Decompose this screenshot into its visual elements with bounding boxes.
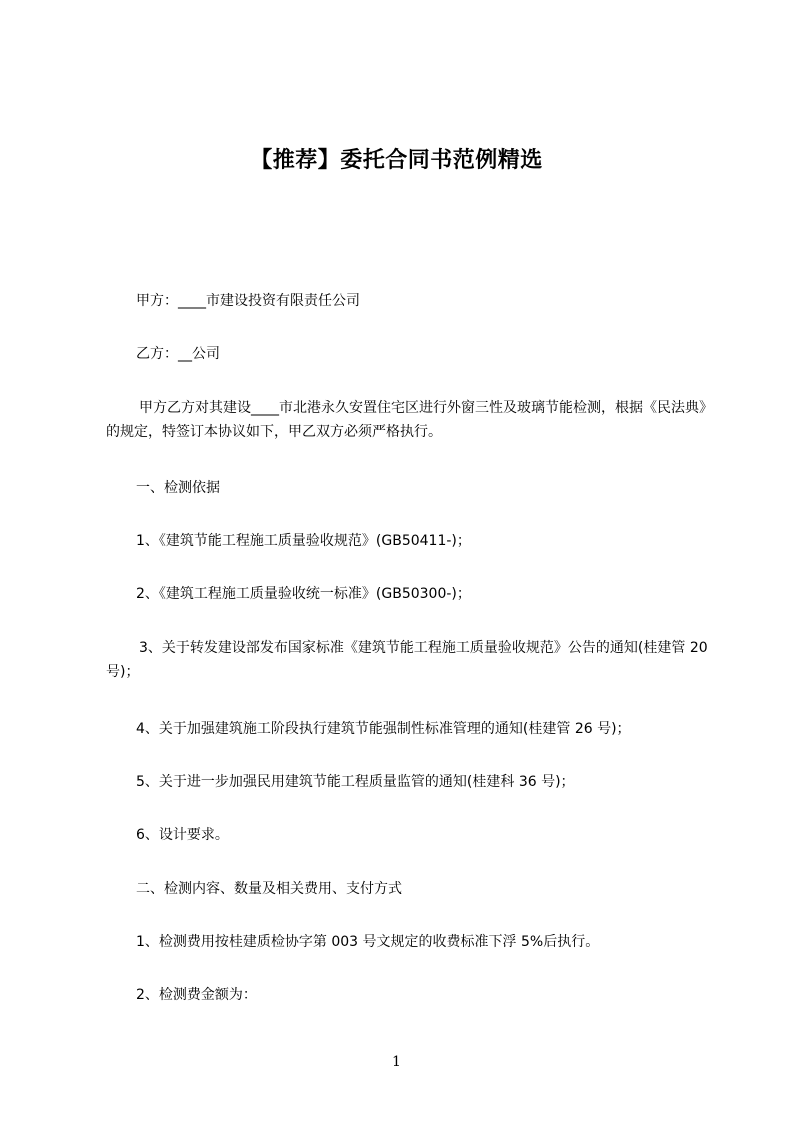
basis-item-4: 4、关于加强建筑施工阶段执行建筑节能强制性标准管理的通知(桂建管 26 号)； xyxy=(136,721,631,737)
section-heading-basis: 一、检测依据 xyxy=(136,480,220,496)
document-title: 【推荐】委托合同书范例精选 xyxy=(250,148,543,173)
basis-item-3: 3、关于转发建设部发布国家标准《建筑节能工程施工质量验收规范》公告的通知(桂建管 20 号)； xyxy=(106,640,708,680)
basis-item-6: 6、设计要求。 xyxy=(136,827,229,843)
preamble-paragraph: 甲方乙方对其建设____市北港永久安置住宅区进行外窗三性及玻璃节能检测，根据《民法典》的规定，特签订本协议如下，甲乙双方必须严格执行。 xyxy=(106,400,713,440)
content-item-2: 2、检测费金额为： xyxy=(136,987,257,1003)
basis-item-2: 2、《建筑工程施工质量验收统一标准》(GB50300-)； xyxy=(136,586,471,602)
basis-item-5: 5、关于进一步加强民用建筑节能工程质量监管的通知(桂建科 36 号)； xyxy=(136,774,575,790)
basis-item-1: 1、《建筑节能工程施工质量验收规范》(GB50411-)； xyxy=(136,533,471,549)
party-a-line: 甲方：____市建设投资有限责任公司 xyxy=(136,293,360,309)
section-heading-content: 二、检测内容、数量及相关费用、支付方式 xyxy=(136,881,402,897)
content-item-1: 1、检测费用按桂建质检协字第 003 号文规定的收费标准下浮 5%后执行。 xyxy=(136,934,600,950)
party-b-line: 乙方：__公司 xyxy=(136,346,220,362)
page-number: 1 xyxy=(392,1054,401,1070)
